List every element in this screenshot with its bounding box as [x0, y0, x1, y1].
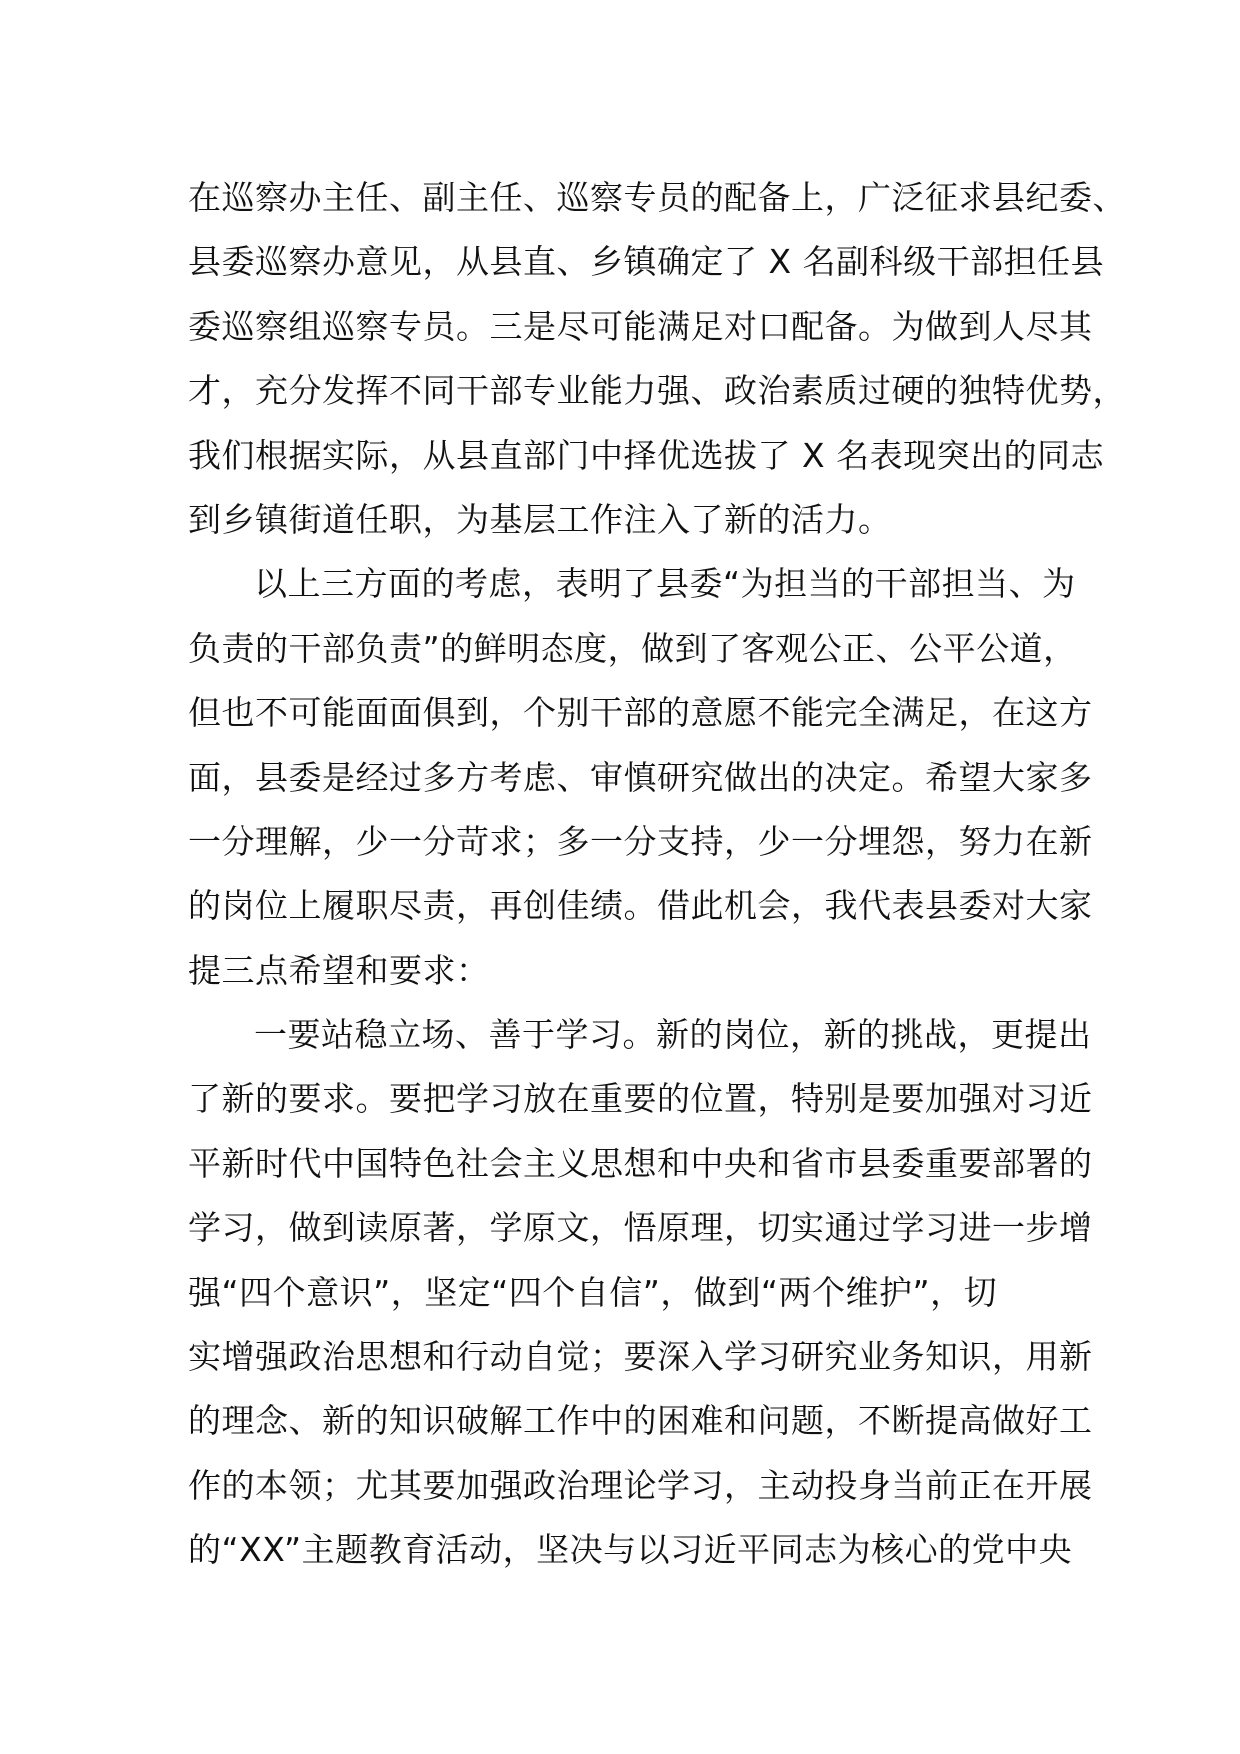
text-line: 委巡察组巡察专员。三是尽可能满足对口配备。为做到人尽其: [188, 306, 1093, 346]
text-line: 面，县委是经过多方考虑、审慎研究做出的决定。希望大家多: [188, 757, 1093, 797]
text-line: 了新的要求。要把学习放在重要的位置，特别是要加强对习近: [188, 1079, 1093, 1119]
text-line: 学习，做到读原著，学原文，悟原理，切实通过学习进一步增: [188, 1208, 1093, 1248]
text-line: 提三点希望和要求：: [188, 950, 490, 990]
text-line: 的岗位上履职尽责，再创佳绩。借此机会，我代表县委对大家: [188, 886, 1093, 926]
text-line: 我们根据实际，从县直部门中择优选拔了 X 名表现突出的同志: [188, 435, 1105, 475]
paragraph-start-line: 一要站稳立场、善于学习。新的岗位，新的挑战，更提出: [254, 1015, 1092, 1055]
text-line: 到乡镇街道任职，为基层工作注入了新的活力。: [188, 499, 892, 539]
text-line: 强“四个意识”，坚定“四个自信”，做到“两个维护”，切: [188, 1272, 998, 1312]
text-line: 才，充分发挥不同干部专业能力强、政治素质过硬的独特优势，: [188, 371, 1126, 411]
text-line: 负责的干部负责”的鲜明态度，做到了客观公正、公平公道，: [188, 628, 1077, 668]
document-body: [188, 166, 1126, 1583]
text-line: 但也不可能面面俱到，个别干部的意愿不能完全满足，在这方: [188, 693, 1093, 733]
paragraph-start-line: 以上三方面的考虑，表明了县委“为担当的干部担当、为: [254, 564, 1076, 604]
text-line: 在巡察办主任、副主任、巡察专员的配备上，广泛征求县纪委、: [188, 178, 1126, 217]
text-line: 县委巡察办意见，从县直、乡镇确定了 X 名副科级干部担任县: [188, 242, 1105, 282]
text-line: 平新时代中国特色社会主义思想和中央和省市县委重要部署的: [188, 1143, 1093, 1183]
text-line: 实增强政治思想和行动自觉；要深入学习研究业务知识，用新: [188, 1337, 1093, 1377]
text-line: 的“XX”主题教育活动，坚决与以习近平同志为核心的党中央: [188, 1530, 1073, 1570]
text-line: 作的本领；尤其要加强政治理论学习，主动投身当前正在开展: [188, 1465, 1093, 1505]
text-line: 一分理解，少一分苛求；多一分支持，少一分埋怨，努力在新: [188, 821, 1093, 861]
text-line: 的理念、新的知识破解工作中的困难和问题，不断提高做好工: [188, 1401, 1093, 1441]
